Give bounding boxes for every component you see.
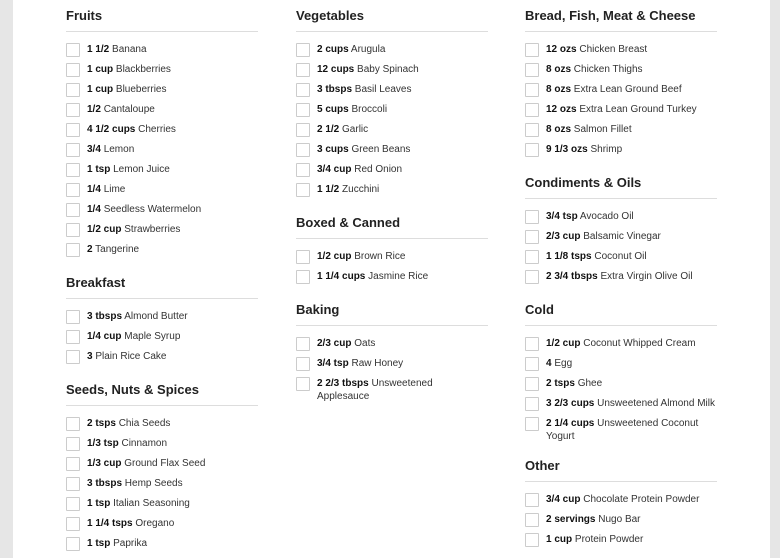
category-heading: Fruits [66, 6, 258, 32]
ingredient-checkbox[interactable] [66, 223, 80, 237]
ingredient-text [546, 60, 716, 76]
ingredient-name: Paprika [113, 538, 148, 549]
ingredient-name: Lime [103, 184, 126, 195]
ingredient-quantity: 8 ozs [546, 84, 572, 95]
ingredient-text [87, 474, 257, 490]
ingredient-quantity: 12 ozs [546, 44, 577, 55]
ingredient-item[interactable] [525, 40, 717, 60]
ingredient-checkbox[interactable] [525, 63, 539, 77]
ingredient-checkbox[interactable] [525, 357, 539, 371]
category-heading: Breakfast [66, 273, 258, 299]
ingredient-item[interactable] [66, 454, 258, 474]
ingredient-item[interactable] [525, 60, 717, 80]
ingredient-name: Shrimp [590, 144, 623, 155]
ingredient-checkbox[interactable] [66, 477, 80, 491]
ingredient-quantity: 3/4 tsp [546, 211, 578, 222]
ingredient-quantity: 1 cup [87, 64, 114, 75]
ingredient-checkbox[interactable] [296, 83, 310, 97]
ingredient-text [87, 140, 257, 156]
ingredient-item[interactable] [66, 414, 258, 434]
category-section [525, 173, 717, 287]
ingredient-name: Banana [112, 44, 147, 55]
ingredient-text [546, 490, 716, 506]
ingredient-checkbox[interactable] [525, 533, 539, 547]
ingredient-item[interactable] [296, 40, 488, 60]
ingredient-name: Hemp Seeds [124, 478, 183, 489]
ingredient-quantity: 9 1/3 ozs [546, 144, 588, 155]
ingredient-checkbox[interactable] [66, 243, 80, 257]
ingredient-name: Blueberries [115, 84, 167, 95]
ingredient-item[interactable] [525, 510, 717, 530]
ingredient-item[interactable] [296, 100, 488, 120]
column-2 [296, 0, 488, 403]
ingredient-text [87, 514, 257, 530]
ingredient-name: Extra Virgin Olive Oil [600, 271, 693, 282]
ingredient-text [546, 100, 716, 116]
ingredient-checkbox[interactable] [66, 143, 80, 157]
ingredient-name: Italian Seasoning [113, 498, 190, 509]
ingredient-item[interactable] [66, 474, 258, 494]
ingredient-quantity: 1 tsp [87, 164, 111, 175]
ingredient-item[interactable] [525, 530, 717, 550]
ingredient-text [546, 227, 716, 243]
ingredient-quantity: 3 tbsps [87, 311, 123, 322]
ingredient-checkbox[interactable] [66, 417, 80, 431]
ingredient-item[interactable] [66, 494, 258, 514]
ingredient-text [546, 334, 716, 350]
ingredient-text [317, 80, 487, 96]
ingredient-item[interactable] [296, 354, 488, 374]
ingredient-item[interactable] [525, 374, 717, 394]
ingredient-name: Oats [354, 338, 376, 349]
ingredient-checkbox[interactable] [525, 377, 539, 391]
ingredient-quantity: 1/3 cup [87, 458, 122, 469]
ingredient-name: Protein Powder [574, 534, 644, 545]
ingredient-checkbox[interactable] [66, 457, 80, 471]
ingredient-text [87, 534, 257, 550]
ingredient-quantity: 1 cup [546, 534, 573, 545]
ingredient-name: Coconut Oil [594, 251, 647, 262]
ingredient-checkbox[interactable] [296, 123, 310, 137]
ingredient-quantity: 12 ozs [546, 104, 577, 115]
ingredient-quantity: 2 cups [317, 44, 349, 55]
ingredient-item[interactable] [296, 140, 488, 160]
ingredient-checkbox[interactable] [525, 270, 539, 284]
ingredient-item[interactable] [296, 267, 488, 287]
ingredient-quantity: 2 tsps [87, 418, 116, 429]
ingredient-text [87, 60, 257, 76]
ingredient-item[interactable] [296, 374, 488, 403]
ingredient-list [525, 334, 717, 443]
ingredient-text [87, 180, 257, 196]
category-section [66, 6, 258, 260]
ingredient-quantity: 1/4 [87, 184, 101, 195]
ingredient-quantity: 2 servings [546, 514, 596, 525]
ingredient-item[interactable] [66, 140, 258, 160]
ingredient-quantity: 1/3 tsp [87, 438, 119, 449]
ingredient-text [546, 80, 716, 96]
ingredient-name: Salmon Fillet [573, 124, 632, 135]
ingredient-text [87, 454, 257, 470]
ingredient-item[interactable] [66, 307, 258, 327]
category-heading: Vegetables [296, 6, 488, 32]
ingredient-checkbox[interactable] [66, 203, 80, 217]
ingredient-checkbox[interactable] [66, 537, 80, 551]
category-section [66, 380, 258, 554]
ingredient-text [317, 334, 487, 350]
ingredient-checkbox[interactable] [296, 183, 310, 197]
ingredient-quantity: 1 tsp [87, 538, 111, 549]
ingredient-quantity: 3 [87, 351, 93, 362]
ingredient-text [317, 160, 487, 176]
ingredient-text [87, 220, 257, 236]
category-heading: Boxed & Canned [296, 213, 488, 239]
ingredient-text [317, 120, 487, 136]
ingredient-text [546, 207, 716, 223]
ingredient-text [546, 414, 716, 443]
ingredient-text [87, 307, 257, 323]
ingredient-quantity: 1/4 cup [87, 331, 122, 342]
ingredient-item[interactable] [66, 347, 258, 367]
ingredient-name: Chia Seeds [118, 418, 171, 429]
ingredient-quantity: 8 ozs [546, 124, 572, 135]
ingredient-item[interactable] [525, 490, 717, 510]
ingredient-text [317, 247, 487, 263]
category-heading: Baking [296, 300, 488, 326]
ingredient-quantity: 8 ozs [546, 64, 572, 75]
ingredient-item[interactable] [525, 267, 717, 287]
ingredient-name: Egg [554, 358, 573, 369]
ingredient-quantity: 3/4 cup [546, 494, 581, 505]
category-section [525, 456, 717, 550]
ingredient-name: Oregano [135, 518, 175, 529]
ingredient-item[interactable] [66, 80, 258, 100]
ingredient-list [296, 40, 488, 200]
ingredient-name: Extra Lean Ground Turkey [579, 104, 697, 115]
ingredient-checkbox[interactable] [296, 377, 310, 391]
ingredient-name: Strawberries [124, 224, 181, 235]
ingredient-quantity: 1/4 [87, 204, 101, 215]
ingredient-checkbox[interactable] [296, 143, 310, 157]
ingredient-name: Nugo Bar [598, 514, 641, 525]
ingredient-quantity: 4 1/2 cups [87, 124, 136, 135]
ingredient-checkbox[interactable] [525, 43, 539, 57]
ingredient-text [87, 160, 257, 176]
ingredient-text [87, 494, 257, 510]
ingredient-name: Avocado Oil [579, 211, 634, 222]
ingredient-text [317, 354, 487, 370]
ingredient-name: Raw Honey [351, 358, 404, 369]
ingredient-checkbox[interactable] [66, 123, 80, 137]
ingredient-item[interactable] [296, 60, 488, 80]
ingredient-quantity: 3/4 cup [317, 164, 352, 175]
ingredient-item[interactable] [66, 434, 258, 454]
ingredient-name: Red Onion [354, 164, 403, 175]
ingredient-quantity: 2 [87, 244, 93, 255]
ingredient-list [66, 40, 258, 260]
ingredient-item[interactable] [525, 394, 717, 414]
ingredient-item[interactable] [66, 100, 258, 120]
ingredient-text [317, 100, 487, 116]
ingredient-item[interactable] [525, 227, 717, 247]
ingredient-text [87, 40, 257, 56]
ingredient-name: Ground Flax Seed [124, 458, 206, 469]
ingredient-text [87, 120, 257, 136]
ingredient-checkbox[interactable] [66, 63, 80, 77]
ingredient-name: Extra Lean Ground Beef [573, 84, 682, 95]
ingredient-quantity: 3/4 [87, 144, 101, 155]
ingredient-text [546, 354, 716, 370]
ingredient-list [525, 490, 717, 550]
category-heading: Condiments & Oils [525, 173, 717, 199]
ingredient-checkbox[interactable] [525, 417, 539, 431]
ingredient-checkbox[interactable] [66, 163, 80, 177]
ingredient-checkbox[interactable] [296, 163, 310, 177]
ingredient-text [546, 394, 716, 410]
ingredient-quantity: 2 1/4 cups [546, 418, 595, 429]
ingredient-item[interactable] [66, 200, 258, 220]
ingredient-item[interactable] [66, 240, 258, 260]
ingredient-item[interactable] [296, 180, 488, 200]
ingredient-name: Brown Rice [354, 251, 406, 262]
ingredient-item[interactable] [525, 80, 717, 100]
ingredient-name: Blackberries [115, 64, 171, 75]
category-heading: Other [525, 456, 717, 482]
ingredient-item[interactable] [296, 247, 488, 267]
ingredient-item[interactable] [525, 207, 717, 227]
ingredient-checkbox[interactable] [525, 493, 539, 507]
ingredient-checkbox[interactable] [525, 83, 539, 97]
ingredient-item[interactable] [66, 327, 258, 347]
ingredient-quantity: 1/2 cup [546, 338, 581, 349]
ingredient-name: Chicken Breast [579, 44, 648, 55]
ingredient-quantity: 2/3 cup [546, 231, 581, 242]
ingredient-checkbox[interactable] [66, 310, 80, 324]
category-heading: Bread, Fish, Meat & Cheese [525, 6, 717, 32]
ingredient-name: Balsamic Vinegar [583, 231, 661, 242]
category-heading: Cold [525, 300, 717, 326]
ingredient-checkbox[interactable] [525, 230, 539, 244]
ingredient-item[interactable] [66, 40, 258, 60]
ingredient-text [87, 434, 257, 450]
ingredient-name: Unsweetened Applesauce [317, 378, 433, 402]
ingredient-quantity: 1/2 cup [317, 251, 352, 262]
ingredient-item[interactable] [525, 334, 717, 354]
ingredient-quantity: 1 1/2 [87, 44, 110, 55]
ingredient-checkbox[interactable] [296, 337, 310, 351]
ingredient-quantity: 1/2 [87, 104, 101, 115]
ingredient-list [296, 247, 488, 287]
ingredient-list [66, 414, 258, 554]
ingredient-quantity: 2 1/2 [317, 124, 340, 135]
ingredient-quantity: 1/2 cup [87, 224, 122, 235]
ingredient-item[interactable] [525, 354, 717, 374]
ingredient-text [546, 530, 716, 546]
ingredient-checkbox[interactable] [66, 83, 80, 97]
ingredient-name: Baby Spinach [357, 64, 419, 75]
ingredient-name: Cinnamon [121, 438, 168, 449]
ingredient-text [87, 100, 257, 116]
ingredient-text [87, 200, 257, 216]
ingredient-name: Chocolate Protein Powder [583, 494, 700, 505]
ingredient-list [525, 40, 717, 160]
ingredient-name: Lemon Juice [113, 164, 170, 175]
ingredient-name: Chicken Thighs [573, 64, 643, 75]
ingredient-name: Ghee [577, 378, 603, 389]
ingredient-text [546, 140, 716, 156]
ingredient-name: Jasmine Rice [368, 271, 429, 282]
ingredient-text [87, 327, 257, 343]
ingredient-checkbox[interactable] [66, 350, 80, 364]
ingredient-text [546, 120, 716, 136]
ingredient-item[interactable] [296, 120, 488, 140]
column-3 [525, 0, 717, 550]
ingredient-quantity: 1 1/4 tsps [87, 518, 133, 529]
ingredient-name: Garlic [342, 124, 369, 135]
ingredient-item[interactable] [66, 534, 258, 554]
ingredient-name: Cantaloupe [103, 104, 155, 115]
ingredient-quantity: 2 3/4 tbsps [546, 271, 598, 282]
ingredient-quantity: 3 cups [317, 144, 349, 155]
ingredient-item[interactable] [525, 120, 717, 140]
ingredient-text [546, 374, 716, 390]
ingredient-item[interactable] [296, 80, 488, 100]
ingredient-quantity: 3 tbsps [87, 478, 123, 489]
ingredient-name: Unsweetened Almond Milk [597, 398, 715, 409]
ingredient-checkbox[interactable] [296, 270, 310, 284]
ingredient-quantity: 2 tsps [546, 378, 575, 389]
ingredient-quantity: 1 1/8 tsps [546, 251, 592, 262]
ingredient-name: Arugula [350, 44, 386, 55]
ingredient-quantity: 2 2/3 tbsps [317, 378, 369, 389]
ingredient-quantity: 1 1/4 cups [317, 271, 366, 282]
ingredient-checkbox[interactable] [525, 250, 539, 264]
ingredient-checkbox[interactable] [66, 43, 80, 57]
ingredient-name: Plain Rice Cake [95, 351, 167, 362]
ingredient-checkbox[interactable] [66, 517, 80, 531]
ingredient-item[interactable] [66, 180, 258, 200]
ingredient-name: Broccoli [351, 104, 388, 115]
ingredient-name: Tangerine [95, 244, 140, 255]
ingredient-quantity: 4 [546, 358, 552, 369]
ingredient-checkbox[interactable] [525, 513, 539, 527]
ingredient-quantity: 2/3 cup [317, 338, 352, 349]
ingredient-name: Zucchini [342, 184, 380, 195]
ingredient-name: Green Beans [351, 144, 411, 155]
ingredient-checkbox[interactable] [525, 143, 539, 157]
ingredient-item[interactable] [66, 120, 258, 140]
category-section [66, 273, 258, 367]
ingredient-text [317, 267, 487, 283]
ingredient-name: Unsweetened Coconut Yogurt [546, 418, 699, 442]
ingredient-item[interactable] [296, 160, 488, 180]
category-section [296, 213, 488, 287]
ingredient-checkbox[interactable] [66, 183, 80, 197]
column-1 [66, 0, 258, 554]
ingredient-item[interactable] [66, 160, 258, 180]
ingredient-list [525, 207, 717, 287]
ingredient-quantity: 1 tsp [87, 498, 111, 509]
ingredient-text [546, 247, 716, 263]
ingredient-item[interactable] [66, 514, 258, 534]
ingredient-item[interactable] [525, 414, 717, 443]
ingredient-quantity: 3 tbsps [317, 84, 353, 95]
ingredient-checkbox[interactable] [525, 123, 539, 137]
ingredient-list [66, 307, 258, 367]
ingredient-text [546, 510, 716, 526]
ingredient-text [317, 40, 487, 56]
ingredient-name: Cherries [138, 124, 176, 135]
ingredient-checkbox[interactable] [296, 250, 310, 264]
ingredient-name: Lemon [103, 144, 135, 155]
ingredient-checkbox[interactable] [66, 330, 80, 344]
ingredient-text [317, 374, 487, 403]
ingredient-checkbox[interactable] [525, 337, 539, 351]
ingredient-text [546, 267, 716, 283]
ingredient-checkbox[interactable] [296, 63, 310, 77]
ingredient-text [87, 414, 257, 430]
ingredient-text [87, 80, 257, 96]
ingredient-checkbox[interactable] [66, 103, 80, 117]
ingredient-checkbox[interactable] [525, 210, 539, 224]
ingredient-text [87, 240, 257, 256]
ingredient-item[interactable] [296, 334, 488, 354]
ingredient-item[interactable] [525, 100, 717, 120]
category-section [296, 6, 488, 200]
ingredient-item[interactable] [66, 220, 258, 240]
ingredient-item[interactable] [525, 140, 717, 160]
ingredient-checkbox[interactable] [296, 43, 310, 57]
ingredient-quantity: 1 1/2 [317, 184, 340, 195]
category-section [525, 300, 717, 443]
category-section [525, 6, 717, 160]
ingredient-checkbox[interactable] [296, 357, 310, 371]
ingredient-text [317, 180, 487, 196]
ingredient-checkbox[interactable] [66, 497, 80, 511]
ingredient-quantity: 1 cup [87, 84, 114, 95]
ingredient-text [87, 347, 257, 363]
ingredient-quantity: 3/4 tsp [317, 358, 349, 369]
ingredient-checkbox[interactable] [66, 437, 80, 451]
ingredient-list [296, 334, 488, 403]
category-section [296, 300, 488, 403]
ingredient-checkbox[interactable] [525, 397, 539, 411]
ingredient-item[interactable] [525, 247, 717, 267]
ingredient-name: Coconut Whipped Cream [583, 338, 696, 349]
ingredient-text [546, 40, 716, 56]
ingredient-item[interactable] [66, 60, 258, 80]
ingredient-name: Basil Leaves [354, 84, 412, 95]
ingredient-quantity: 3 2/3 cups [546, 398, 595, 409]
ingredient-name: Almond Butter [124, 311, 188, 322]
ingredient-checkbox[interactable] [525, 103, 539, 117]
ingredient-name: Seedless Watermelon [103, 204, 202, 215]
category-heading: Seeds, Nuts & Spices [66, 380, 258, 406]
ingredient-text [317, 60, 487, 76]
ingredient-text [317, 140, 487, 156]
ingredient-quantity: 12 cups [317, 64, 355, 75]
ingredient-name: Maple Syrup [124, 331, 181, 342]
ingredient-quantity: 5 cups [317, 104, 349, 115]
ingredient-checkbox[interactable] [296, 103, 310, 117]
